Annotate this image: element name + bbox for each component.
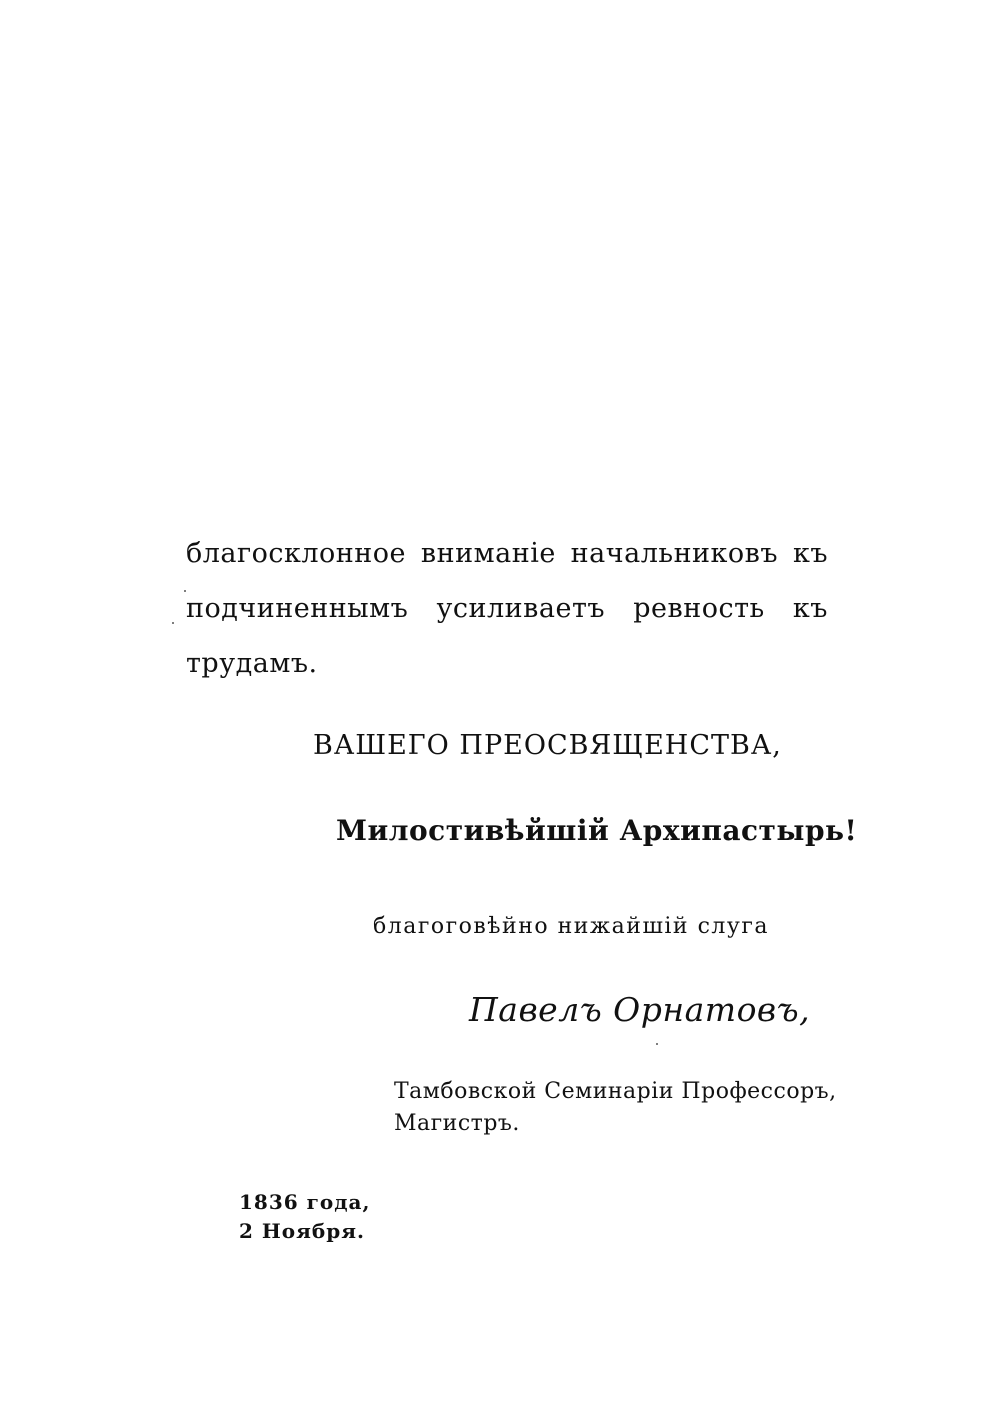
heading-eminence: ВАШЕГО ПРЕОСВЯЩЕНСТВА, xyxy=(313,730,782,761)
signature-name: Павелъ Орнатовъ, xyxy=(469,990,811,1029)
word: вниманіе xyxy=(420,538,556,569)
date-day: 2 Ноября. xyxy=(239,1219,365,1243)
author-title-line-2: Магистръ. xyxy=(394,1111,520,1136)
date-year: 1836 года, xyxy=(239,1190,371,1214)
print-speck xyxy=(656,1043,658,1045)
word: благосклонное xyxy=(186,538,407,569)
paragraph-line-3 xyxy=(186,648,318,679)
word: усиливаетъ xyxy=(436,593,606,624)
author-title-line-1: Тамбовской Семинаріи Профессоръ, xyxy=(394,1079,837,1104)
print-speck xyxy=(184,590,186,592)
paragraph-line-2 xyxy=(186,593,828,624)
address-archpastor: Милостивѣйшій Архипастырь! xyxy=(336,814,858,847)
word: ревность xyxy=(633,593,765,624)
word: къ xyxy=(792,538,828,569)
word: трудамъ. xyxy=(186,648,318,679)
word: начальниковъ xyxy=(570,538,779,569)
print-speck xyxy=(172,622,174,624)
word: подчиненнымъ xyxy=(186,593,409,624)
closing-servant: благоговѣйно нижайшій слуга xyxy=(373,914,769,939)
paragraph-line-1 xyxy=(186,538,828,569)
word: къ xyxy=(792,593,828,624)
